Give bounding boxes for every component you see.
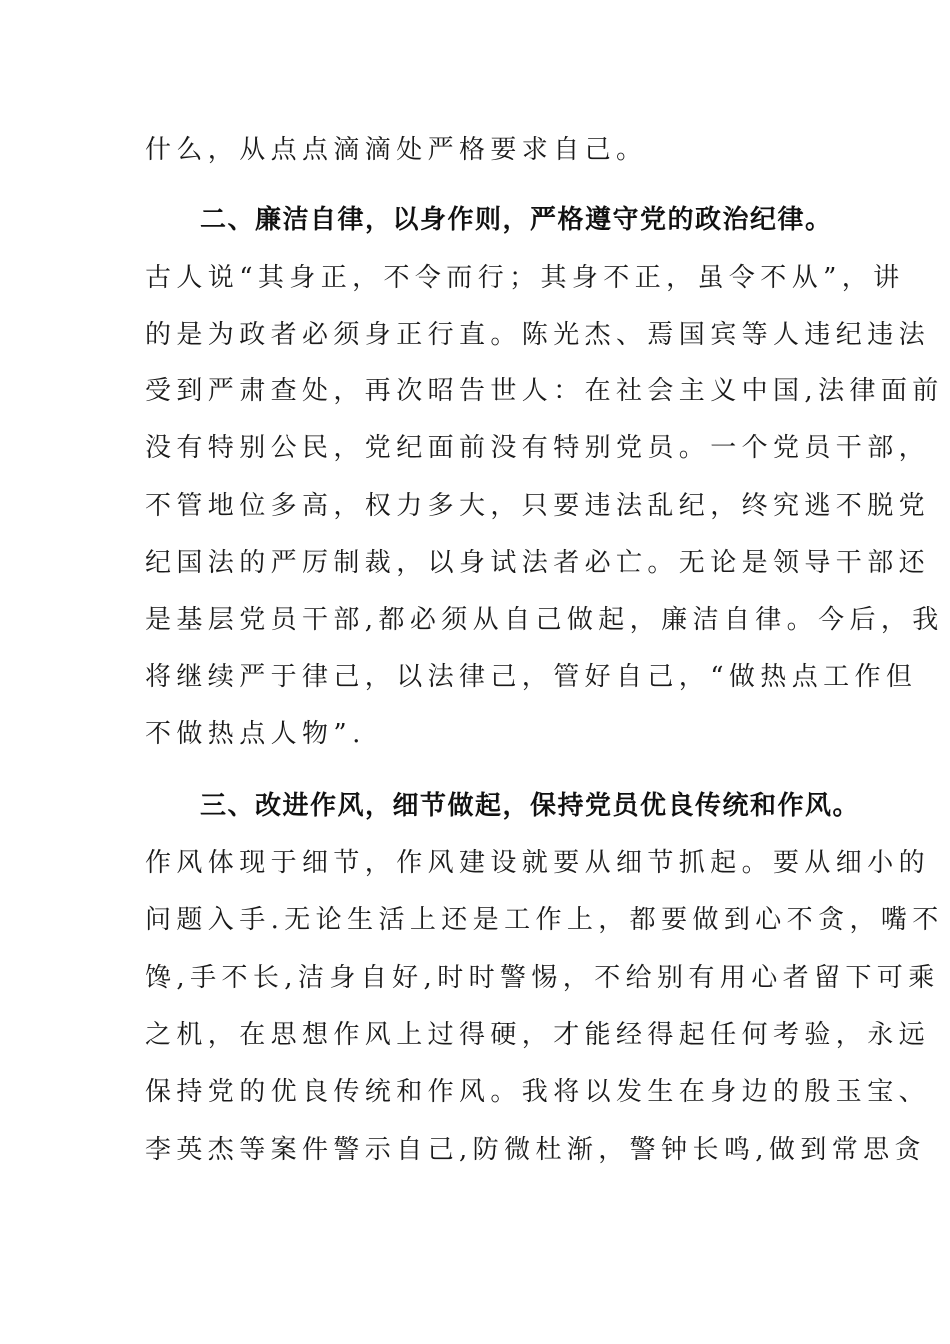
paragraph-line: 什么，从点点滴滴处严格要求自己。 — [145, 135, 648, 165]
paragraph-line: 受到严肃查处，再次昭告世人：在社会主义中国,法律面前 — [145, 376, 944, 406]
paragraph-line: 古人说“其身正，不令而行；其身不正，虽令不从”，讲 — [145, 263, 905, 293]
paragraph-line: 馋,手不长,洁身自好,时时警惕，不给别有用心者留下可乘 — [145, 963, 940, 993]
paragraph-line: 纪国法的严厉制裁，以身试法者必亡。无论是领导干部还 — [145, 548, 931, 578]
paragraph-line: 问题入手.无论生活上还是工作上，都要做到心不贪，嘴不 — [145, 905, 944, 935]
paragraph-line: 将继续严于律己，以法律己，管好自己，“做热点工作但 — [145, 662, 918, 692]
paragraph-line: 作风体现于细节，作风建设就要从细节抓起。要从细小的 — [145, 848, 931, 878]
paragraph-line: 的是为政者必须身正行直。陈光杰、焉国宾等人违纪违法 — [145, 320, 931, 350]
paragraph-line: 李英杰等案件警示自己,防微杜渐，警钟长鸣,做到常思贪 — [145, 1135, 926, 1165]
paragraph-line: 之机，在思想作风上过得硬，才能经得起任何考验，永远 — [145, 1020, 931, 1050]
section-heading-3: 三、改进作风，细节做起，保持党员优良传统和作风。 — [200, 791, 861, 821]
paragraph-line: 是基层党员干部,都必须从自己做起，廉洁自律。今后，我 — [145, 605, 944, 635]
paragraph-line: 没有特别公民，党纪面前没有特别党员。一个党员干部， — [145, 433, 931, 463]
paragraph-line: 不管地位多高，权力多大，只要违法乱纪，终究逃不脱党 — [145, 491, 931, 521]
paragraph-line: 不做热点人物”. — [145, 719, 366, 749]
section-heading-2: 二、廉洁自律，以身作则，严格遵守党的政治纪律。 — [200, 205, 833, 235]
paragraph-line: 保持党的优良传统和作风。我将以发生在身边的殷玉宝、 — [145, 1077, 931, 1107]
